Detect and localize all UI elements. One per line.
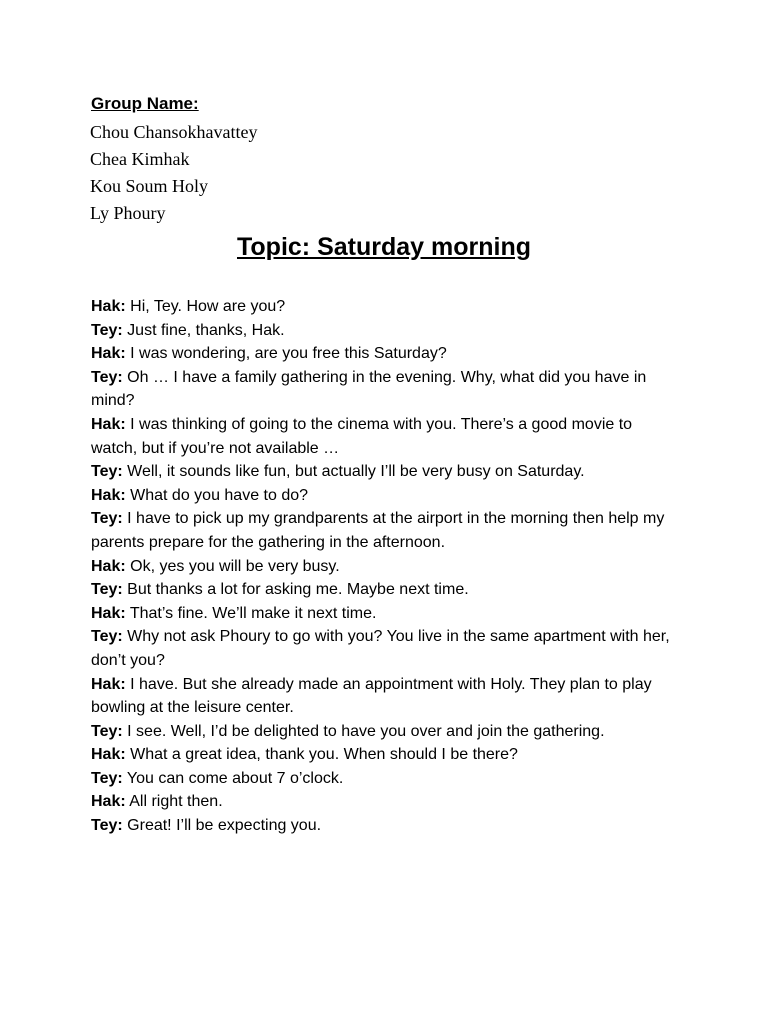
- dialogue-line: [91, 602, 681, 626]
- group-name-heading: Group Name:: [91, 94, 199, 113]
- line-text: I have. But she already made an appointment with Holy. They plan to play bowling at the leisure center.: [91, 675, 652, 717]
- group-member: Chea Kimhak: [90, 149, 190, 169]
- group-member: Kou Soum Holy: [90, 176, 209, 196]
- speaker-label: Tey:: [91, 722, 123, 740]
- line-text: Ok, yes you will be very busy.: [125, 557, 340, 575]
- group-member-list: [90, 119, 257, 227]
- line-text: All right then.: [125, 793, 223, 811]
- speaker-label: Hak:: [91, 415, 126, 433]
- speaker-label: Hak:: [91, 345, 126, 363]
- dialogue-line: [91, 673, 681, 720]
- speaker-label: Tey:: [91, 321, 123, 339]
- line-text: What do you have to do?: [125, 486, 309, 504]
- speaker-label: Hak:: [91, 746, 126, 764]
- line-text: Why not ask Phoury to go with you? You live in the same apartment with her, don’t you?: [91, 628, 670, 669]
- speaker-label: Hak:: [91, 557, 126, 575]
- line-text: You can come about 7 o’clock.: [122, 769, 344, 787]
- dialogue-line: [91, 484, 681, 508]
- speaker-label: Hak:: [91, 298, 126, 315]
- line-text: Just fine, thanks, Hak.: [122, 321, 285, 339]
- dialogue-line: [91, 743, 681, 767]
- dialogue-line: [91, 295, 681, 319]
- dialogue-line: [91, 555, 681, 579]
- line-text: Great! I’ll be expecting you.: [122, 817, 322, 835]
- line-text: I have to pick up my grandparents at the airport in the morning then help my parents prepare for the gathering in the afternoon.: [91, 510, 665, 551]
- line-text: Oh … I have a family gathering in the evening. Why, what did you have in mind?: [91, 368, 647, 410]
- dialogue-line: [91, 625, 681, 672]
- dialogue-line: [91, 413, 681, 460]
- speaker-label: Hak:: [91, 486, 126, 504]
- group-member: Chou Chansokhavattey: [90, 122, 258, 142]
- speaker-label: Hak:: [91, 793, 126, 811]
- group-member: Ly Phoury: [90, 203, 166, 223]
- dialogue: [91, 295, 681, 838]
- dialogue-line: [91, 319, 681, 343]
- speaker-label: Tey:: [91, 368, 123, 386]
- dialogue-line: [91, 720, 681, 744]
- line-text: I was thinking of going to the cinema with you. There’s a good movie to watch, but if you’re not available …: [91, 415, 633, 457]
- speaker-label: Hak:: [91, 604, 126, 622]
- line-text: What a great idea, thank you. When should I be there?: [125, 746, 518, 764]
- dialogue-line: [91, 790, 681, 814]
- line-text: But thanks a lot for asking me. Maybe next time.: [122, 581, 469, 599]
- speaker-label: Tey:: [91, 510, 123, 528]
- line-text: I was wondering, are you free this Saturday?: [125, 345, 447, 363]
- speaker-label: Hak:: [91, 675, 126, 693]
- speaker-label: Tey:: [91, 628, 123, 646]
- dialogue-line: [91, 814, 681, 838]
- line-text: That’s fine. We’ll make it next time.: [125, 604, 377, 622]
- dialogue-line: [91, 342, 681, 366]
- speaker-label: Tey:: [91, 817, 123, 835]
- dialogue-line: [91, 366, 681, 413]
- dialogue-line: [91, 767, 681, 791]
- speaker-label: Tey:: [91, 769, 123, 787]
- line-text: Well, it sounds like fun, but actually I’ll be very busy on Saturday.: [122, 463, 585, 481]
- speaker-label: Tey:: [91, 581, 123, 599]
- line-text: Hi, Tey. How are you?: [125, 298, 286, 315]
- speaker-label: Tey:: [91, 463, 123, 481]
- line-text: I see. Well, I’d be delighted to have you over and join the gathering.: [122, 722, 605, 740]
- topic-title: Topic: Saturday morning: [237, 233, 531, 261]
- dialogue-line: [91, 507, 681, 554]
- dialogue-line: [91, 578, 681, 602]
- dialogue-line: [91, 460, 681, 484]
